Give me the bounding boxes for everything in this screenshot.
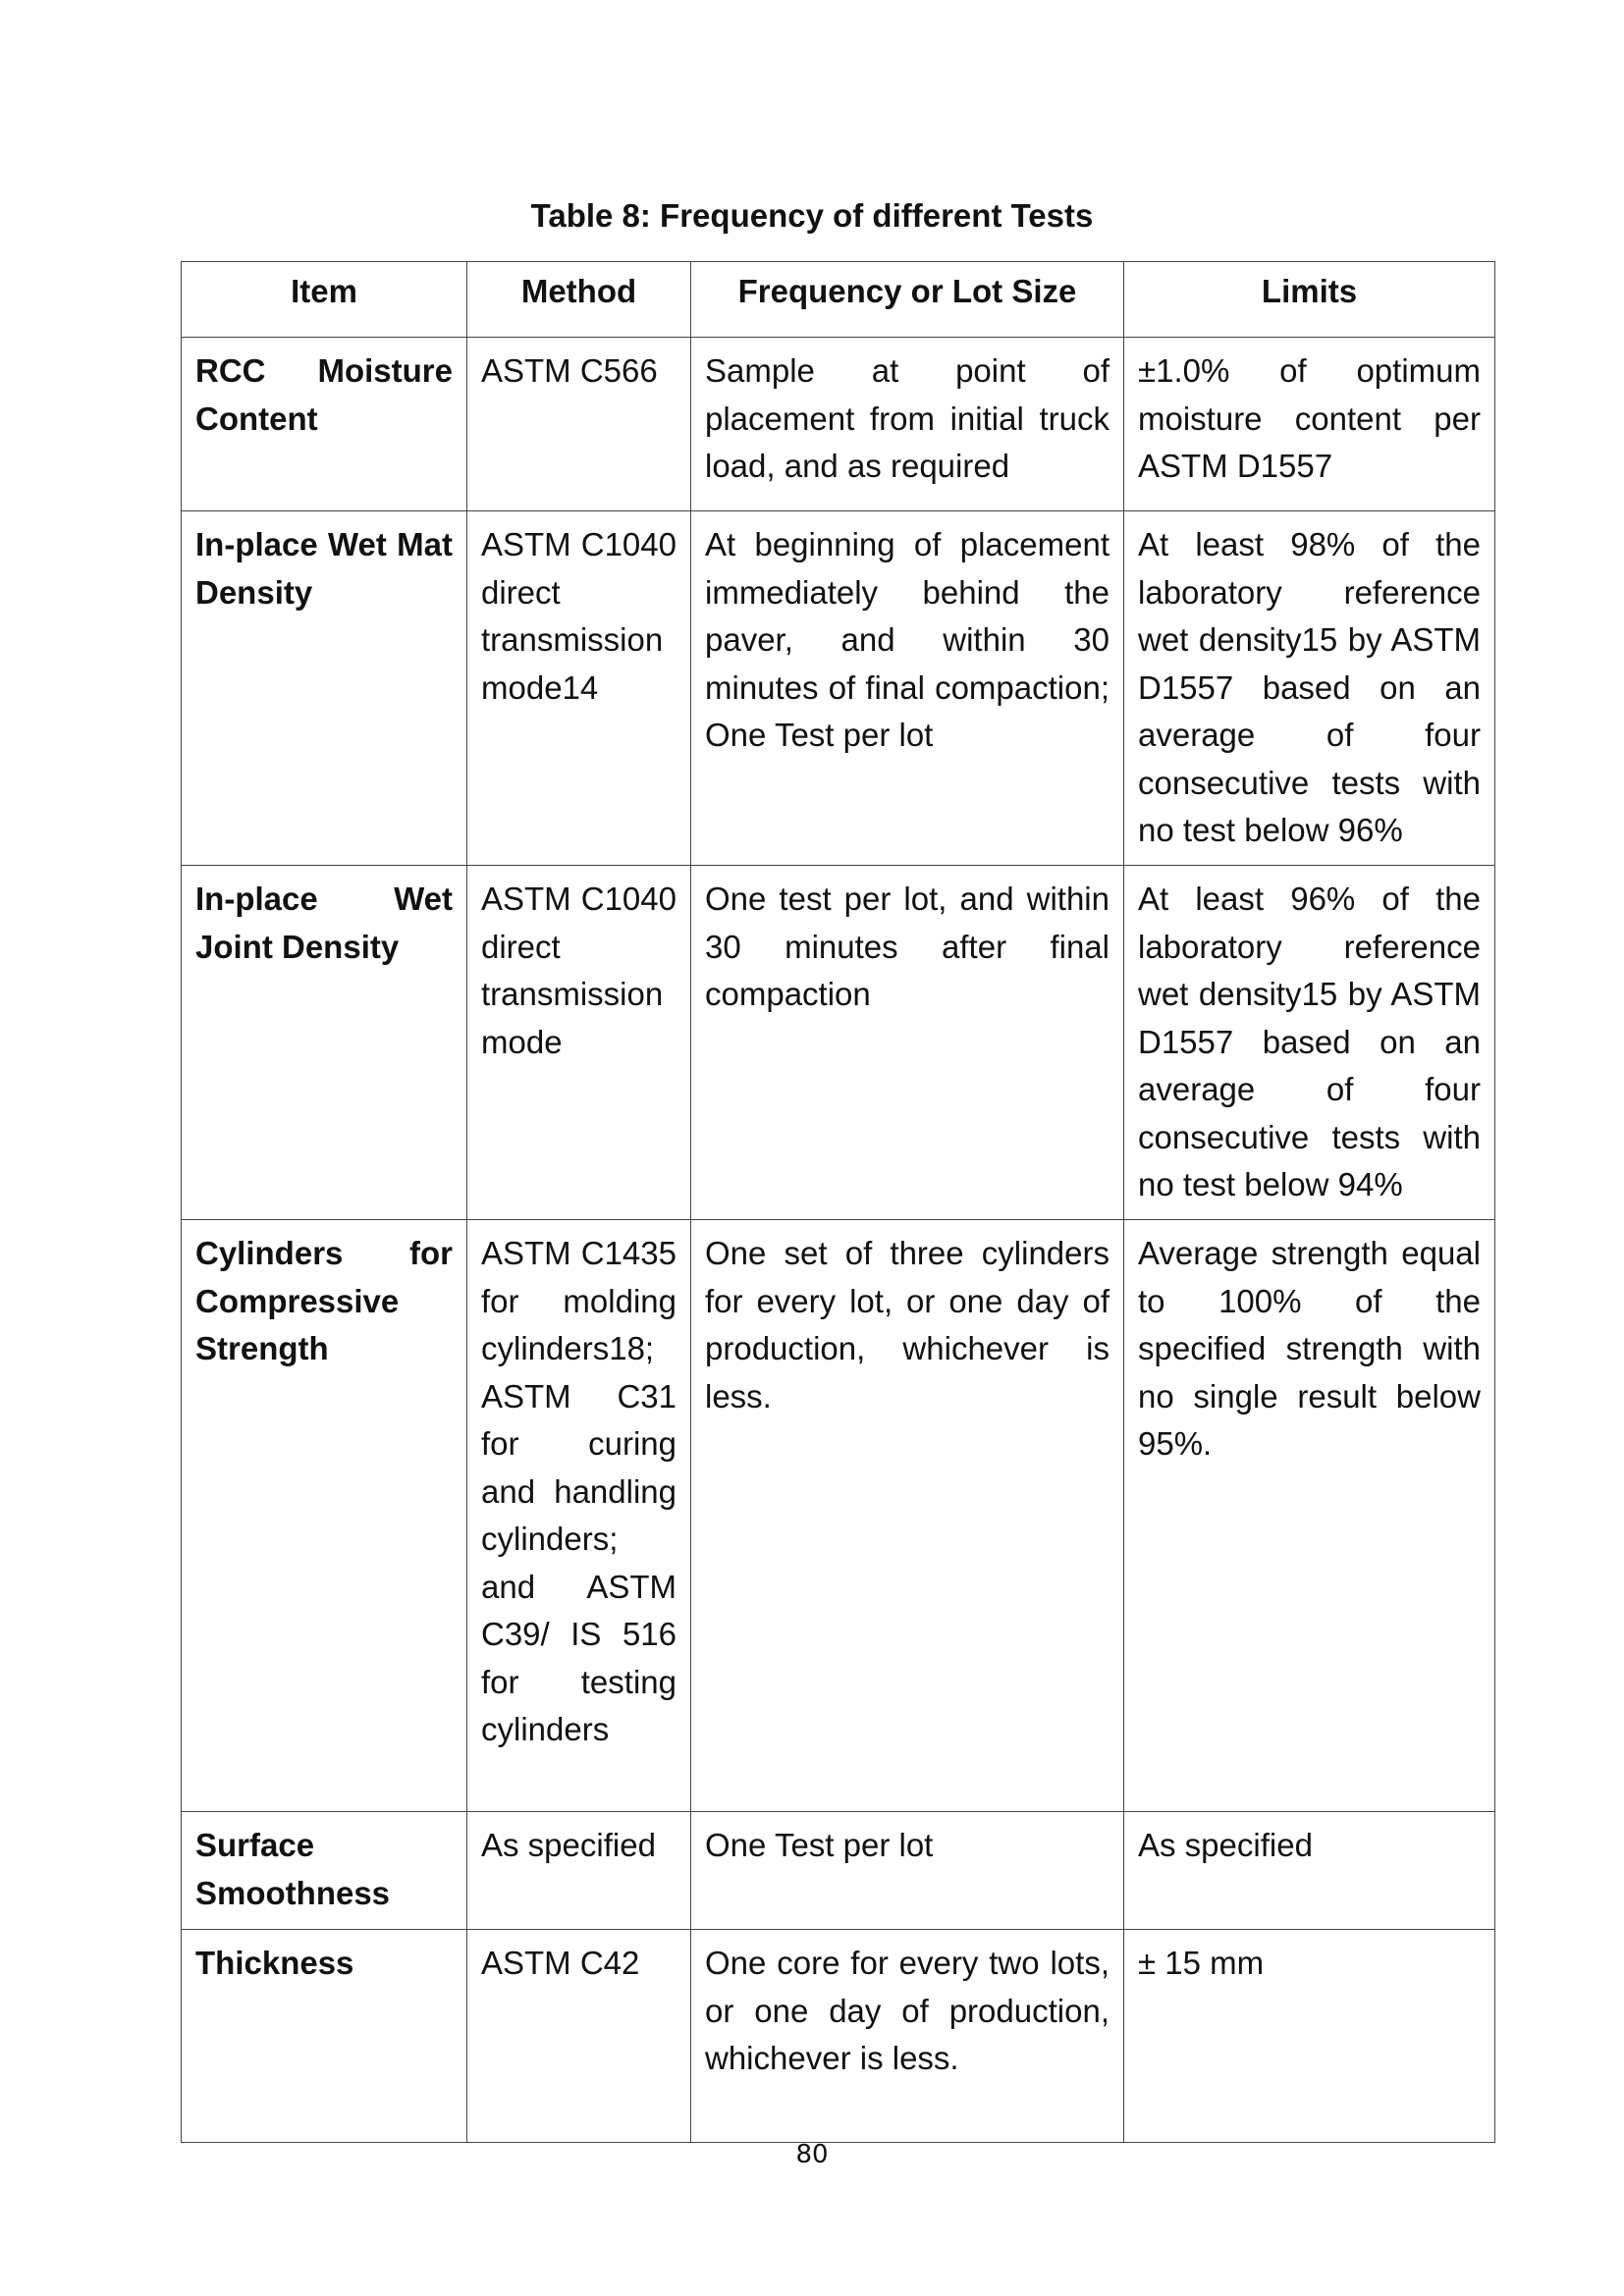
table-row <box>182 338 1495 511</box>
cell-limits: Average strength equal to 100% of the specified strength with no single result below 95%. <box>1124 1220 1495 1812</box>
table-header-row <box>182 262 1495 338</box>
cell-limits: ± 15 mm <box>1124 1930 1495 2143</box>
cell-method: ASTM C566 <box>467 338 691 511</box>
cell-frequency: Sample at point of placement from initial truck load, and as required <box>691 338 1124 511</box>
cell-limits: At least 96% of the laboratory reference wet density15 by ASTM D1557 based on an average of four consecutive tests with no test below 94% <box>1124 866 1495 1220</box>
cell-limits: ±1.0% of optimum moisture content per ASTM D1557 <box>1124 338 1495 511</box>
column-header-frequency: Frequency or Lot Size <box>691 262 1124 338</box>
cell-method: ASTM C42 <box>467 1930 691 2143</box>
cell-frequency: One core for every two lots, or one day of production, whichever is less. <box>691 1930 1124 2143</box>
cell-item: Surface Smoothness <box>182 1812 467 1930</box>
cell-method: ASTM C1435 for molding cylinders18; ASTM C31 for curing and handling cylinders; and ASTM C39/ IS 516 for testing cylinders <box>467 1220 691 1812</box>
cell-frequency: One test per lot, and within 30 minutes after final compaction <box>691 866 1124 1220</box>
column-header-method: Method <box>467 262 691 338</box>
cell-frequency: One Test per lot <box>691 1812 1124 1930</box>
cell-method: ASTM C1040 direct transmission mode14 <box>467 511 691 866</box>
table-row <box>182 1812 1495 1930</box>
table-row <box>182 1930 1495 2143</box>
column-header-limits: Limits <box>1124 262 1495 338</box>
cell-item: Cylinders for Compressive Strength <box>182 1220 467 1812</box>
cell-frequency: At beginning of placement immediately behind the paver, and within 30 minutes of final compaction; One Test per lot <box>691 511 1124 866</box>
frequency-table <box>181 261 1495 2143</box>
column-header-item: Item <box>182 262 467 338</box>
cell-method: As specified <box>467 1812 691 1930</box>
cell-method: ASTM C1040 direct transmission mode <box>467 866 691 1220</box>
cell-item: In-place Wet Mat Density <box>182 511 467 866</box>
table-title: Table 8: Frequency of different Tests <box>530 197 1094 234</box>
cell-item: In-place Wet Joint Density <box>182 866 467 1220</box>
table-row <box>182 866 1495 1220</box>
cell-limits: As specified <box>1124 1812 1495 1930</box>
page-number: 80 <box>795 2140 829 2169</box>
cell-frequency: One set of three cylinders for every lot, or one day of production, whichever is less. <box>691 1220 1124 1812</box>
table-row <box>182 1220 1495 1812</box>
cell-item: RCC Moisture Content <box>182 338 467 511</box>
cell-item: Thickness <box>182 1930 467 2143</box>
cell-limits: At least 98% of the laboratory reference wet density15 by ASTM D1557 based on an average of four consecutive tests with no test below 96% <box>1124 511 1495 866</box>
table-row <box>182 511 1495 866</box>
